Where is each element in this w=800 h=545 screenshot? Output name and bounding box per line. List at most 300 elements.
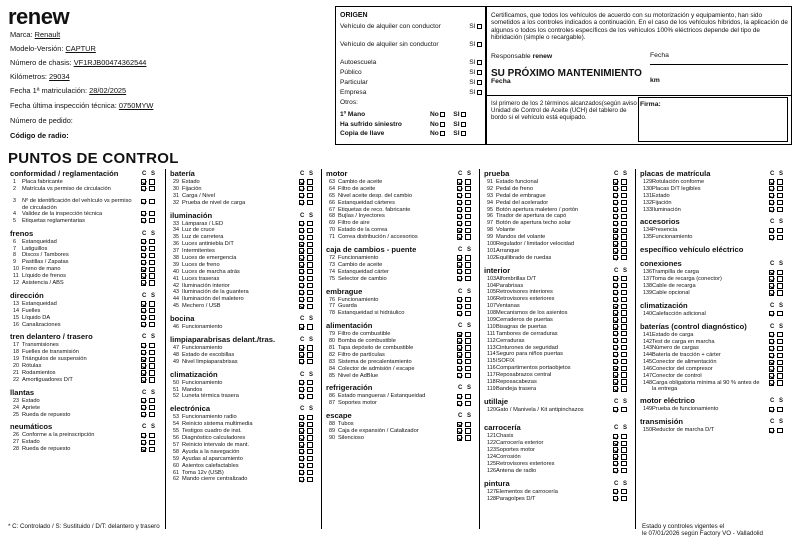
checkbox-substituted[interactable] [621,193,626,198]
checkbox-substituted[interactable] [465,221,470,226]
checkbox-substituted[interactable] [621,234,626,239]
checkbox-substituted[interactable] [465,214,470,219]
checkbox-controlled[interactable] [141,246,146,251]
checkbox-substituted[interactable] [621,468,626,473]
checkbox-substituted[interactable] [149,433,154,438]
checkbox-controlled[interactable] [141,350,146,355]
checkbox-substituted[interactable] [777,353,782,358]
checkbox-controlled[interactable] [613,207,618,212]
checkbox-substituted[interactable] [777,207,782,212]
checkbox-substituted[interactable] [777,228,782,233]
checkbox-controlled[interactable] [457,269,462,274]
checkbox-controlled[interactable] [299,269,304,274]
checkbox-substituted[interactable] [149,405,154,410]
checkbox-substituted[interactable] [621,214,626,219]
checkbox-controlled[interactable] [613,352,618,357]
checkbox-controlled[interactable] [299,387,304,392]
checkbox-controlled[interactable] [141,398,146,403]
checkbox-controlled[interactable] [613,234,618,239]
checkbox-substituted[interactable] [465,422,470,427]
checkbox-substituted[interactable] [307,221,312,226]
checkbox-substituted[interactable] [307,269,312,274]
checkbox-substituted[interactable] [149,301,154,306]
checkbox-controlled[interactable] [299,394,304,399]
checkbox-substituted[interactable] [465,200,470,205]
checkbox-controlled[interactable] [299,352,304,357]
checkbox-substituted[interactable] [777,276,782,281]
checkbox-no[interactable] [440,122,446,128]
checkbox-controlled[interactable] [613,214,618,219]
checkbox-substituted[interactable] [149,218,154,223]
checkbox-controlled[interactable] [613,283,618,288]
checkbox-controlled[interactable] [457,394,462,399]
checkbox-controlled[interactable] [613,290,618,295]
checkbox-controlled[interactable] [299,262,304,267]
checkbox-controlled[interactable] [457,345,462,350]
checkbox-substituted[interactable] [621,352,626,357]
checkbox-controlled[interactable] [299,435,304,440]
checkbox-substituted[interactable] [307,442,312,447]
checkbox-substituted[interactable] [149,211,154,216]
checkbox-controlled[interactable] [141,211,146,216]
checkbox-substituted[interactable] [149,343,154,348]
checkbox-no[interactable] [440,131,446,137]
checkbox-si[interactable] [461,122,467,128]
checkbox-controlled[interactable] [299,442,304,447]
checkbox-controlled[interactable] [613,221,618,226]
checkbox-controlled[interactable] [457,262,462,267]
checkbox-substituted[interactable] [621,331,626,336]
checkbox-controlled[interactable] [613,241,618,246]
checkbox-substituted[interactable] [307,193,312,198]
checkbox-substituted[interactable] [465,366,470,371]
checkbox-substituted[interactable] [307,255,312,260]
checkbox-controlled[interactable] [457,193,462,198]
checkbox-substituted[interactable] [307,290,312,295]
checkbox-controlled[interactable] [613,324,618,329]
checkbox-substituted[interactable] [621,221,626,226]
checkbox-substituted[interactable] [465,345,470,350]
checkbox-controlled[interactable] [457,332,462,337]
checkbox-controlled[interactable] [141,377,146,382]
checkbox-substituted[interactable] [465,234,470,239]
checkbox-controlled[interactable] [457,179,462,184]
checkbox-substituted[interactable] [307,470,312,475]
checkbox-substituted[interactable] [465,428,470,433]
checkbox-substituted[interactable] [621,276,626,281]
checkbox-substituted[interactable] [621,310,626,315]
checkbox-substituted[interactable] [777,311,782,316]
checkbox-substituted[interactable] [307,352,312,357]
checkbox-controlled[interactable] [457,255,462,260]
checkbox-controlled[interactable] [141,363,146,368]
checkbox-substituted[interactable] [777,179,782,184]
checkbox-controlled[interactable] [141,405,146,410]
checkbox-controlled[interactable] [141,273,146,278]
checkbox-controlled[interactable] [457,352,462,357]
checkbox-substituted[interactable] [149,377,154,382]
checkbox-substituted[interactable] [465,228,470,233]
checkbox-controlled[interactable] [141,322,146,327]
checkbox-controlled[interactable] [613,228,618,233]
checkbox-controlled[interactable] [613,338,618,343]
checkbox-substituted[interactable] [307,248,312,253]
checkbox-controlled[interactable] [613,200,618,205]
checkbox-controlled[interactable] [613,386,618,391]
checkbox-controlled[interactable] [613,248,618,253]
checkbox[interactable] [477,42,483,48]
checkbox-substituted[interactable] [621,241,626,246]
checkbox-controlled[interactable] [613,461,618,466]
checkbox-substituted[interactable] [777,428,782,433]
checkbox-controlled[interactable] [141,370,146,375]
checkbox-controlled[interactable] [457,373,462,378]
checkbox-controlled[interactable] [769,207,774,212]
checkbox-substituted[interactable] [777,332,782,337]
checkbox-controlled[interactable] [457,422,462,427]
checkbox-substituted[interactable] [307,380,312,385]
checkbox-substituted[interactable] [307,262,312,267]
checkbox-controlled[interactable] [299,228,304,233]
checkbox-substituted[interactable] [465,179,470,184]
checkbox-substituted[interactable] [307,463,312,468]
checkbox-controlled[interactable] [769,290,774,295]
checkbox-controlled[interactable] [141,186,146,191]
checkbox-controlled[interactable] [769,276,774,281]
checkbox-substituted[interactable] [777,407,782,412]
checkbox-substituted[interactable] [149,440,154,445]
checkbox-substituted[interactable] [621,338,626,343]
checkbox-controlled[interactable] [613,255,618,260]
checkbox-substituted[interactable] [621,297,626,302]
checkbox-substituted[interactable] [307,415,312,420]
checkbox-controlled[interactable] [769,366,774,371]
checkbox-controlled[interactable] [613,359,618,364]
checkbox-substituted[interactable] [149,253,154,258]
checkbox-substituted[interactable] [307,297,312,302]
checkbox-substituted[interactable] [621,248,626,253]
checkbox-substituted[interactable] [621,441,626,446]
checkbox-substituted[interactable] [621,386,626,391]
checkbox-substituted[interactable] [621,228,626,233]
checkbox-substituted[interactable] [777,270,782,275]
checkbox-substituted[interactable] [149,370,154,375]
checkbox-controlled[interactable] [613,345,618,350]
checkbox-substituted[interactable] [621,489,626,494]
checkbox-controlled[interactable] [613,447,618,452]
checkbox-substituted[interactable] [149,273,154,278]
checkbox-substituted[interactable] [307,456,312,461]
checkbox-substituted[interactable] [149,363,154,368]
checkbox-substituted[interactable] [465,255,470,260]
checkbox-controlled[interactable] [141,260,146,265]
checkbox-si[interactable] [461,112,467,118]
checkbox-substituted[interactable] [777,290,782,295]
checkbox-controlled[interactable] [769,193,774,198]
checkbox-substituted[interactable] [777,186,782,191]
checkbox-substituted[interactable] [149,315,154,320]
checkbox[interactable] [477,90,483,96]
checkbox-substituted[interactable] [465,394,470,399]
checkbox-controlled[interactable] [769,346,774,351]
checkbox-substituted[interactable] [307,435,312,440]
checkbox-substituted[interactable] [307,304,312,309]
checkbox-substituted[interactable] [621,304,626,309]
checkbox-controlled[interactable] [299,463,304,468]
checkbox-substituted[interactable] [149,322,154,327]
checkbox-controlled[interactable] [141,179,146,184]
checkbox[interactable] [477,24,483,30]
checkbox-controlled[interactable] [299,200,304,205]
checkbox-controlled[interactable] [299,415,304,420]
checkbox-controlled[interactable] [769,380,774,385]
checkbox-controlled[interactable] [141,343,146,348]
checkbox-controlled[interactable] [769,360,774,365]
checkbox-controlled[interactable] [299,242,304,247]
checkbox-substituted[interactable] [621,324,626,329]
checkbox-controlled[interactable] [299,304,304,309]
checkbox-substituted[interactable] [149,280,154,285]
checkbox[interactable] [477,70,483,76]
checkbox-controlled[interactable] [769,332,774,337]
checkbox-controlled[interactable] [769,339,774,344]
checkbox-substituted[interactable] [307,477,312,482]
checkbox-controlled[interactable] [299,428,304,433]
checkbox-substituted[interactable] [777,380,782,385]
checkbox[interactable] [477,60,483,66]
checkbox-substituted[interactable] [465,193,470,198]
checkbox-substituted[interactable] [621,407,626,412]
checkbox-controlled[interactable] [141,280,146,285]
checkbox-controlled[interactable] [299,248,304,253]
checkbox-substituted[interactable] [777,193,782,198]
checkbox-substituted[interactable] [777,346,782,351]
checkbox-substituted[interactable] [149,186,154,191]
checkbox-substituted[interactable] [777,235,782,240]
checkbox-controlled[interactable] [299,449,304,454]
checkbox-controlled[interactable] [299,179,304,184]
checkbox-controlled[interactable] [457,214,462,219]
checkbox-substituted[interactable] [149,267,154,272]
checkbox-controlled[interactable] [141,433,146,438]
checkbox-controlled[interactable] [299,477,304,482]
checkbox-controlled[interactable] [613,468,618,473]
checkbox-substituted[interactable] [621,200,626,205]
checkbox-no[interactable] [440,112,446,118]
checkbox-substituted[interactable] [307,179,312,184]
checkbox-controlled[interactable] [457,401,462,406]
checkbox-controlled[interactable] [299,276,304,281]
checkbox-controlled[interactable] [299,290,304,295]
checkbox-substituted[interactable] [149,398,154,403]
checkbox-si[interactable] [461,131,467,137]
checkbox-substituted[interactable] [149,246,154,251]
checkbox-substituted[interactable] [465,352,470,357]
checkbox-controlled[interactable] [769,283,774,288]
checkbox-controlled[interactable] [613,179,618,184]
checkbox-controlled[interactable] [457,276,462,281]
checkbox-controlled[interactable] [299,345,304,350]
checkbox-substituted[interactable] [307,242,312,247]
checkbox-substituted[interactable] [465,262,470,267]
checkbox-controlled[interactable] [613,297,618,302]
checkbox-substituted[interactable] [307,428,312,433]
checkbox-substituted[interactable] [621,345,626,350]
checkbox-controlled[interactable] [769,186,774,191]
checkbox-controlled[interactable] [769,179,774,184]
checkbox[interactable] [477,80,483,86]
checkbox-controlled[interactable] [141,412,146,417]
checkbox-substituted[interactable] [465,186,470,191]
checkbox-controlled[interactable] [299,470,304,475]
checkbox-substituted[interactable] [149,357,154,362]
checkbox-substituted[interactable] [307,235,312,240]
checkbox-controlled[interactable] [299,380,304,385]
checkbox-substituted[interactable] [621,317,626,322]
checkbox-substituted[interactable] [465,338,470,343]
checkbox-controlled[interactable] [769,235,774,240]
checkbox-controlled[interactable] [769,228,774,233]
checkbox-controlled[interactable] [299,235,304,240]
checkbox-controlled[interactable] [141,447,146,452]
checkbox-controlled[interactable] [141,267,146,272]
checkbox-controlled[interactable] [613,304,618,309]
checkbox-substituted[interactable] [777,373,782,378]
checkbox-controlled[interactable] [613,454,618,459]
checkbox-controlled[interactable] [141,253,146,258]
checkbox-controlled[interactable] [299,193,304,198]
checkbox-substituted[interactable] [465,311,470,316]
checkbox-controlled[interactable] [299,456,304,461]
checkbox-controlled[interactable] [769,373,774,378]
checkbox-substituted[interactable] [149,350,154,355]
checkbox-controlled[interactable] [613,276,618,281]
checkbox-controlled[interactable] [141,357,146,362]
checkbox-substituted[interactable] [307,186,312,191]
checkbox-controlled[interactable] [457,359,462,364]
checkbox-controlled[interactable] [141,239,146,244]
checkbox-controlled[interactable] [613,186,618,191]
checkbox-controlled[interactable] [769,428,774,433]
checkbox-substituted[interactable] [149,412,154,417]
checkbox-substituted[interactable] [307,228,312,233]
checkbox-controlled[interactable] [613,366,618,371]
checkbox-controlled[interactable] [457,428,462,433]
checkbox-substituted[interactable] [465,276,470,281]
checkbox-controlled[interactable] [141,218,146,223]
checkbox-controlled[interactable] [457,234,462,239]
checkbox-controlled[interactable] [457,435,462,440]
checkbox-substituted[interactable] [307,422,312,427]
checkbox-substituted[interactable] [621,461,626,466]
checkbox-substituted[interactable] [307,359,312,364]
checkbox-substituted[interactable] [465,332,470,337]
checkbox-substituted[interactable] [149,260,154,265]
checkbox-controlled[interactable] [769,200,774,205]
checkbox-controlled[interactable] [299,297,304,302]
checkbox-controlled[interactable] [457,200,462,205]
checkbox-substituted[interactable] [307,394,312,399]
checkbox-substituted[interactable] [621,379,626,384]
checkbox-controlled[interactable] [457,297,462,302]
checkbox-controlled[interactable] [141,199,146,204]
checkbox-substituted[interactable] [307,200,312,205]
checkbox-substituted[interactable] [621,179,626,184]
checkbox-controlled[interactable] [299,324,304,329]
checkbox-controlled[interactable] [613,331,618,336]
checkbox-controlled[interactable] [613,496,618,501]
checkbox-controlled[interactable] [613,310,618,315]
checkbox-controlled[interactable] [299,186,304,191]
checkbox-substituted[interactable] [307,283,312,288]
checkbox-controlled[interactable] [141,440,146,445]
checkbox-substituted[interactable] [621,255,626,260]
checkbox-substituted[interactable] [621,359,626,364]
checkbox-substituted[interactable] [777,366,782,371]
checkbox-substituted[interactable] [777,283,782,288]
checkbox-substituted[interactable] [149,239,154,244]
checkbox-controlled[interactable] [613,317,618,322]
checkbox-controlled[interactable] [769,353,774,358]
checkbox-substituted[interactable] [621,496,626,501]
checkbox-substituted[interactable] [465,207,470,212]
checkbox-controlled[interactable] [299,359,304,364]
checkbox-controlled[interactable] [299,422,304,427]
checkbox-controlled[interactable] [299,255,304,260]
checkbox-substituted[interactable] [621,186,626,191]
checkbox-substituted[interactable] [307,387,312,392]
checkbox-controlled[interactable] [613,372,618,377]
checkbox-substituted[interactable] [149,447,154,452]
checkbox-substituted[interactable] [621,290,626,295]
checkbox-substituted[interactable] [465,373,470,378]
checkbox-substituted[interactable] [307,345,312,350]
checkbox-controlled[interactable] [299,283,304,288]
checkbox-substituted[interactable] [307,449,312,454]
checkbox-substituted[interactable] [465,435,470,440]
checkbox-substituted[interactable] [621,372,626,377]
checkbox-controlled[interactable] [457,186,462,191]
checkbox-controlled[interactable] [457,304,462,309]
checkbox-controlled[interactable] [141,308,146,313]
checkbox-substituted[interactable] [149,179,154,184]
checkbox-substituted[interactable] [777,360,782,365]
checkbox-substituted[interactable] [777,200,782,205]
checkbox-substituted[interactable] [149,308,154,313]
checkbox-substituted[interactable] [307,276,312,281]
checkbox-controlled[interactable] [613,434,618,439]
checkbox-controlled[interactable] [769,270,774,275]
checkbox-controlled[interactable] [769,407,774,412]
checkbox-controlled[interactable] [457,338,462,343]
checkbox-substituted[interactable] [149,199,154,204]
checkbox-controlled[interactable] [457,228,462,233]
checkbox-substituted[interactable] [465,304,470,309]
checkbox-controlled[interactable] [299,221,304,226]
checkbox-substituted[interactable] [465,269,470,274]
checkbox-substituted[interactable] [621,283,626,288]
checkbox-controlled[interactable] [141,301,146,306]
checkbox-substituted[interactable] [621,454,626,459]
checkbox-controlled[interactable] [457,221,462,226]
checkbox-controlled[interactable] [141,315,146,320]
checkbox-substituted[interactable] [621,434,626,439]
checkbox-controlled[interactable] [613,407,618,412]
checkbox-substituted[interactable] [777,339,782,344]
checkbox-substituted[interactable] [465,297,470,302]
checkbox-controlled[interactable] [613,441,618,446]
checkbox-substituted[interactable] [307,324,312,329]
